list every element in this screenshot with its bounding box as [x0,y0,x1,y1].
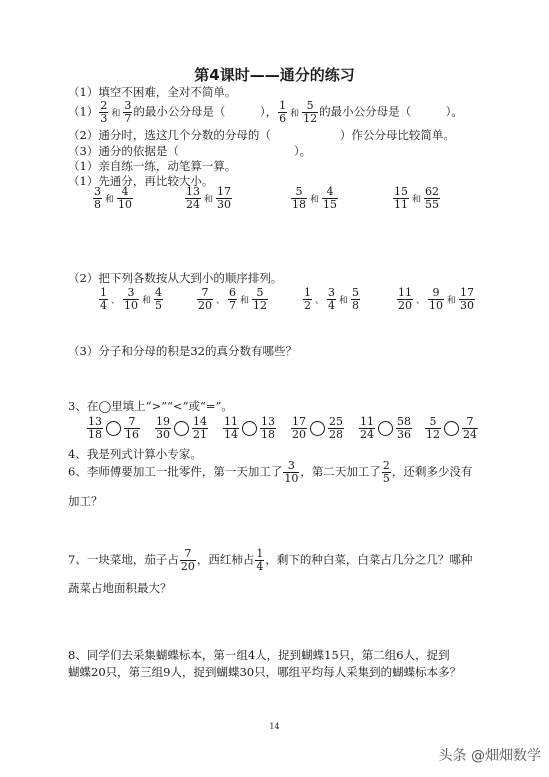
fraction: $\frac{1}{4}$ [100,286,107,312]
fraction: $\frac{4}{15}$ [323,185,338,211]
question-8-cont: 蝴蝶20只，第三组9人，捉到蝴蝶30只，哪组平均每人采集到的蝴蝶标本多？ [68,665,462,679]
question-7-cont: 蔬菜占地面积最大？ [68,581,172,595]
fraction: $\frac{25}{28}$ [329,415,343,441]
fraction: $\frac{11}{20}$ [398,286,412,312]
fraction: $\frac{5}{12}$ [303,99,318,125]
fraction: $\frac{2}{3}$ [100,99,108,125]
fraction: $\frac{7}{20}$ [198,286,212,312]
order-group: $\frac{1}{4}$ 、 $\frac{3}{10}$ 和 $\frac{4}{5}$ [100,286,163,312]
fraction: $\frac{3}{10}$ [284,459,299,485]
fraction: $\frac{1}{4}$ [256,547,264,573]
fraction: $\frac{5}{18}$ [292,185,306,211]
fraction: $\frac{62}{55}$ [425,185,440,211]
compare-circle-pair [222,416,277,441]
order-heading: （2）把下列各数按从大到小的顺序排列。 [68,271,283,285]
fraction: $\frac{19}{30}$ [156,415,170,441]
question-3: （3）通分的依据是（ ）。 [68,144,312,158]
section-2-heading: （1）亲自练一练，动笔算一算。 [68,159,237,173]
answer-circle[interactable] [378,421,393,436]
fraction: $\frac{4}{5}$ [155,286,163,312]
question-1: （1） $\frac{2}{3}$ 和 $\frac{3}{7}$ 的最小公分母是（ ）， $\frac{1}{6}$ 和 $\frac{5}{12}$ 的最小公分母是（ ）。 [68,99,463,125]
section-3-heading: 3、在◯里填上“>”“<”或“=”。 [68,399,233,413]
fraction: $\frac{4}{10}$ [118,185,133,211]
answer-circle[interactable] [310,421,325,436]
fraction: $\frac{7}{20}$ [180,547,195,573]
fraction: $\frac{2}{5}$ [382,459,390,485]
section-4-heading: 4、我是列式计算小专家。 [68,447,202,461]
fraction: $\frac{1}{2}$ [304,286,311,312]
fraction: $\frac{6}{7}$ [229,286,237,312]
compare-circle-pair [424,416,479,441]
fraction: $\frac{17}{30}$ [460,286,475,312]
question-8: 8、同学们去采集蝴蝶标本，第一组4人，捉到蝴蝶15只，第二组6人，捉到 [68,648,450,662]
question-7: 7、一块菜地，茄子占 $\frac{7}{20}$ ，西红柿占 $\frac{1}{4}$ ，剩下的种白菜，白菜占几分之几？哪种 [68,547,473,573]
order-group: $\frac{7}{20}$ 、 $\frac{6}{7}$ 和 $\frac{5}{12}$ [198,286,268,312]
page-title: 第4课时——通分的练习 [194,66,355,84]
question-6: 6、李师傅要加工一批零件，第一天加工了 $\frac{3}{10}$ ，第二天加工了 $\frac{2}{5}$ ，还剩多少没有 [68,459,473,485]
compare-circle-pair [290,416,345,441]
compare-circle-pair [358,416,413,441]
fraction: $\frac{1}{6}$ [279,99,287,125]
order-group: $\frac{11}{20}$ 、 $\frac{9}{10}$ 和 $\frac{17}{30}$ [398,286,475,312]
fraction: $\frac{17}{30}$ [217,185,232,211]
section-2-subheading: （1）先通分，再比较大小。 [68,174,214,188]
answer-circle[interactable] [174,421,189,436]
compare-pair: $\frac{5}{18}$ 和 $\frac{4}{15}$ [292,185,338,211]
fraction: $\frac{5}{12}$ [253,286,268,312]
section-1-heading: （1）填空不困难，全对不简单。 [68,85,237,99]
fraction: $\frac{58}{36}$ [397,415,411,441]
fraction: $\frac{11}{14}$ [224,415,238,441]
fraction: $\frac{3}{7}$ [124,99,132,125]
fraction: $\frac{13}{18}$ [261,415,275,441]
fraction: $\frac{5}{8}$ [352,286,360,312]
fraction: $\frac{11}{24}$ [360,415,374,441]
fraction: $\frac{14}{21}$ [193,415,207,441]
page-number: 14 [269,722,280,731]
fraction: $\frac{5}{12}$ [426,415,440,441]
compare-pair: $\frac{15}{11}$ 和 $\frac{62}{55}$ [394,185,440,211]
question-product: （3）分子和分母的积是32的真分数有哪些？ [68,344,297,358]
watermark: 头条 @畑畑数学 [438,748,541,764]
answer-circle[interactable] [444,421,459,436]
fraction: $\frac{13}{24}$ [186,185,200,211]
order-group: $\frac{1}{2}$ 、 $\frac{3}{4}$ 和 $\frac{5}{8}$ [304,286,360,312]
fraction: $\frac{17}{20}$ [292,415,306,441]
fraction: $\frac{7}{16}$ [125,415,139,441]
fraction: $\frac{7}{24}$ [463,415,477,441]
question-2: （2）通分时，选这几个分数的分母的（ ）作公分母比较简单。 [68,128,455,142]
compare-circle-pair [154,416,209,441]
fraction: $\frac{15}{11}$ [394,185,408,211]
question-6-cont: 加工？ [68,494,103,508]
fraction: $\frac{3}{8}$ [94,185,101,211]
compare-pair: $\frac{3}{8}$ 和 $\frac{4}{10}$ [94,185,133,211]
compare-pair: $\frac{13}{24}$ 和 $\frac{17}{30}$ [186,185,232,211]
fraction: $\frac{3}{10}$ [124,286,139,312]
answer-circle[interactable] [106,421,121,436]
fraction: $\frac{3}{4}$ [328,286,336,312]
compare-circle-pair [86,416,141,441]
answer-circle[interactable] [242,421,257,436]
fraction: $\frac{9}{10}$ [429,286,444,312]
fraction: $\frac{13}{18}$ [88,415,102,441]
